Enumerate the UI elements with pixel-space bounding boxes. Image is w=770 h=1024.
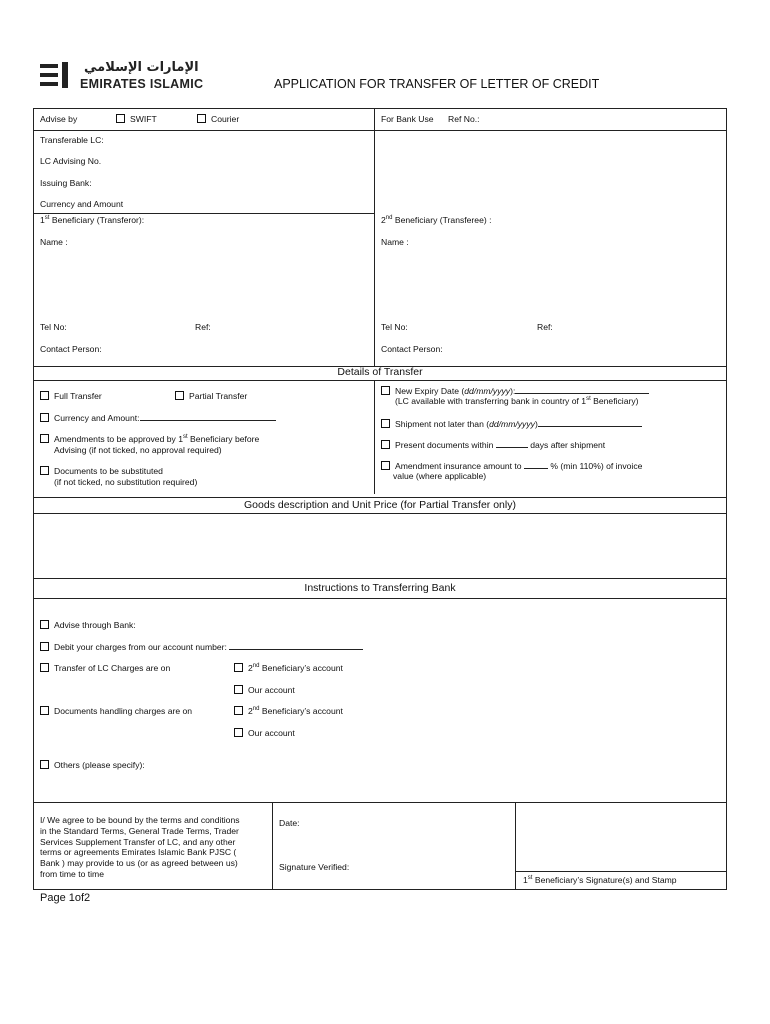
second-beneficiary-ref-field[interactable]: Ref: bbox=[537, 322, 553, 332]
new-expiry-date-checkbox[interactable] bbox=[381, 386, 390, 395]
insurance-amount-option[interactable]: Amendment insurance amount to % (min 110%) of invoice bbox=[381, 460, 642, 472]
details-heading: Details of Transfer bbox=[337, 366, 423, 378]
new-expiry-date-note: (LC available with transferring bank in country of 1st Beneficiary) bbox=[395, 396, 639, 406]
signature-area[interactable] bbox=[516, 803, 726, 870]
bank-ref-label: Ref No.: bbox=[448, 114, 480, 124]
instructions-heading: Instructions to Transferring Bank bbox=[304, 582, 456, 594]
issuing-bank-field[interactable]: Issuing Bank: bbox=[40, 178, 92, 188]
present-documents-option[interactable]: Present documents within days after shipment bbox=[381, 439, 605, 451]
doc-charges-2nd-beneficiary-option[interactable]: 2nd Beneficiary’s account bbox=[234, 706, 343, 717]
debit-charges-option[interactable]: Debit your charges from our account number: bbox=[40, 641, 363, 653]
goods-heading: Goods description and Unit Price (for Partial Transfer only) bbox=[244, 499, 516, 511]
emirates-islamic-logo-icon bbox=[40, 62, 72, 88]
advise-by-label: Advise by bbox=[40, 114, 78, 124]
second-beneficiary-contact-field[interactable]: Contact Person: bbox=[381, 344, 443, 354]
amendments-approval-note: Advising (if not ticked, no approval required) bbox=[54, 445, 222, 455]
amendments-approval-checkbox[interactable] bbox=[40, 434, 49, 443]
expiry-date-blank[interactable] bbox=[515, 385, 649, 394]
present-documents-checkbox[interactable] bbox=[381, 440, 390, 449]
first-beneficiary-tel-field[interactable]: Tel No: bbox=[40, 322, 67, 332]
amendments-approval-option[interactable]: Amendments to be approved by 1st Beneficiary before bbox=[40, 434, 259, 445]
insurance-amount-checkbox[interactable] bbox=[381, 461, 390, 470]
swift-option[interactable] bbox=[116, 114, 157, 125]
lc-charges-option[interactable]: Transfer of LC Charges are on bbox=[40, 663, 170, 674]
lc-charges-our-account-option[interactable]: Our account bbox=[234, 685, 295, 696]
brand-name-arabic: الإمارات الإسلامي bbox=[84, 60, 199, 75]
new-expiry-date-option[interactable]: New Expiry Date (dd/mm/yyyy): bbox=[381, 385, 649, 397]
advise-through-bank-option[interactable]: Advise through Bank: bbox=[40, 620, 136, 631]
others-checkbox[interactable] bbox=[40, 760, 49, 769]
debit-charges-checkbox[interactable] bbox=[40, 642, 49, 651]
currency-amount-field[interactable]: Currency and Amount bbox=[40, 199, 124, 209]
documents-substituted-option[interactable]: Documents to be substituted bbox=[40, 466, 163, 477]
first-beneficiary-contact-field[interactable]: Contact Person: bbox=[40, 344, 102, 354]
shipment-date-option[interactable]: Shipment not later than (dd/mm/yyyy) bbox=[381, 418, 642, 430]
courier-option[interactable] bbox=[197, 114, 239, 125]
present-days-blank[interactable] bbox=[496, 439, 528, 448]
page-number: Page 1of2 bbox=[40, 892, 91, 904]
first-beneficiary-ref-field[interactable]: Ref: bbox=[195, 322, 211, 332]
bank-use-label: For Bank Use bbox=[381, 114, 434, 124]
shipment-date-checkbox[interactable] bbox=[381, 419, 390, 428]
insurance-percent-blank[interactable] bbox=[524, 460, 548, 469]
currency-amount-blank[interactable] bbox=[140, 412, 276, 421]
lc-advising-no-field[interactable]: LC Advising No. bbox=[40, 156, 102, 166]
agreement-text: I/ We agree to be bound by the terms and conditions in the Standard Terms, General Trade Terms, Trader Services Supplement Transfer of LC, and any other terms or agreements Emirates Islamic Bank PJSC ( Bank ) may provide to us (or as agreed between us) from time to time bbox=[40, 815, 240, 879]
second-beneficiary-title: 2nd Beneficiary (Transferee) : bbox=[381, 215, 492, 225]
lc-charges-our-account-checkbox[interactable] bbox=[234, 685, 243, 694]
account-number-blank[interactable] bbox=[229, 641, 363, 650]
doc-charges-2nd-beneficiary-checkbox[interactable] bbox=[234, 706, 243, 715]
date-field[interactable]: Date: bbox=[279, 818, 300, 828]
logo bbox=[40, 62, 220, 90]
goods-description-area[interactable] bbox=[35, 515, 725, 576]
details-currency-amount[interactable]: Currency and Amount: bbox=[40, 412, 276, 424]
lc-charges-2nd-beneficiary-checkbox[interactable] bbox=[234, 663, 243, 672]
insurance-amount-note: value (where applicable) bbox=[393, 471, 487, 481]
second-beneficiary-tel-field[interactable]: Tel No: bbox=[381, 322, 408, 332]
advise-through-bank-checkbox[interactable] bbox=[40, 620, 49, 629]
transferable-lc-field[interactable]: Transferable LC: bbox=[40, 135, 104, 145]
others-option[interactable]: Others (please specify): bbox=[40, 760, 145, 771]
documents-substituted-checkbox[interactable] bbox=[40, 466, 49, 475]
signature-stamp-label: 1st Beneficiary’s Signature(s) and Stamp bbox=[523, 875, 677, 885]
documents-substituted-note: (if not ticked, no substitution required) bbox=[54, 477, 198, 487]
first-beneficiary-title: 1st Beneficiary (Transferor): bbox=[40, 215, 145, 225]
shipment-date-blank[interactable] bbox=[538, 418, 642, 427]
first-beneficiary-name-field[interactable]: Name : bbox=[40, 237, 68, 247]
partial-transfer-checkbox[interactable] bbox=[175, 391, 184, 400]
signature-verified-field[interactable]: Signature Verified: bbox=[279, 862, 350, 872]
courier-checkbox[interactable] bbox=[197, 114, 206, 123]
full-transfer-option[interactable]: Full Transfer bbox=[40, 391, 102, 402]
currency-amount-checkbox[interactable] bbox=[40, 413, 49, 422]
second-beneficiary-name-field[interactable]: Name : bbox=[381, 237, 409, 247]
brand-name-english: EMIRATES ISLAMIC bbox=[80, 77, 204, 91]
full-transfer-checkbox[interactable] bbox=[40, 391, 49, 400]
doc-charges-checkbox[interactable] bbox=[40, 706, 49, 715]
lc-charges-2nd-beneficiary-option[interactable]: 2nd Beneficiary’s account bbox=[234, 663, 343, 674]
doc-charges-our-account-option[interactable]: Our account bbox=[234, 728, 295, 739]
doc-charges-option[interactable]: Documents handling charges are on bbox=[40, 706, 192, 717]
doc-charges-our-account-checkbox[interactable] bbox=[234, 728, 243, 737]
courier-label: Courier bbox=[211, 114, 240, 124]
form-title: APPLICATION FOR TRANSFER OF LETTER OF CREDIT bbox=[274, 77, 600, 91]
swift-checkbox[interactable] bbox=[116, 114, 125, 123]
swift-label: SWIFT bbox=[130, 114, 157, 124]
partial-transfer-option[interactable]: Partial Transfer bbox=[175, 391, 247, 402]
lc-charges-checkbox[interactable] bbox=[40, 663, 49, 672]
